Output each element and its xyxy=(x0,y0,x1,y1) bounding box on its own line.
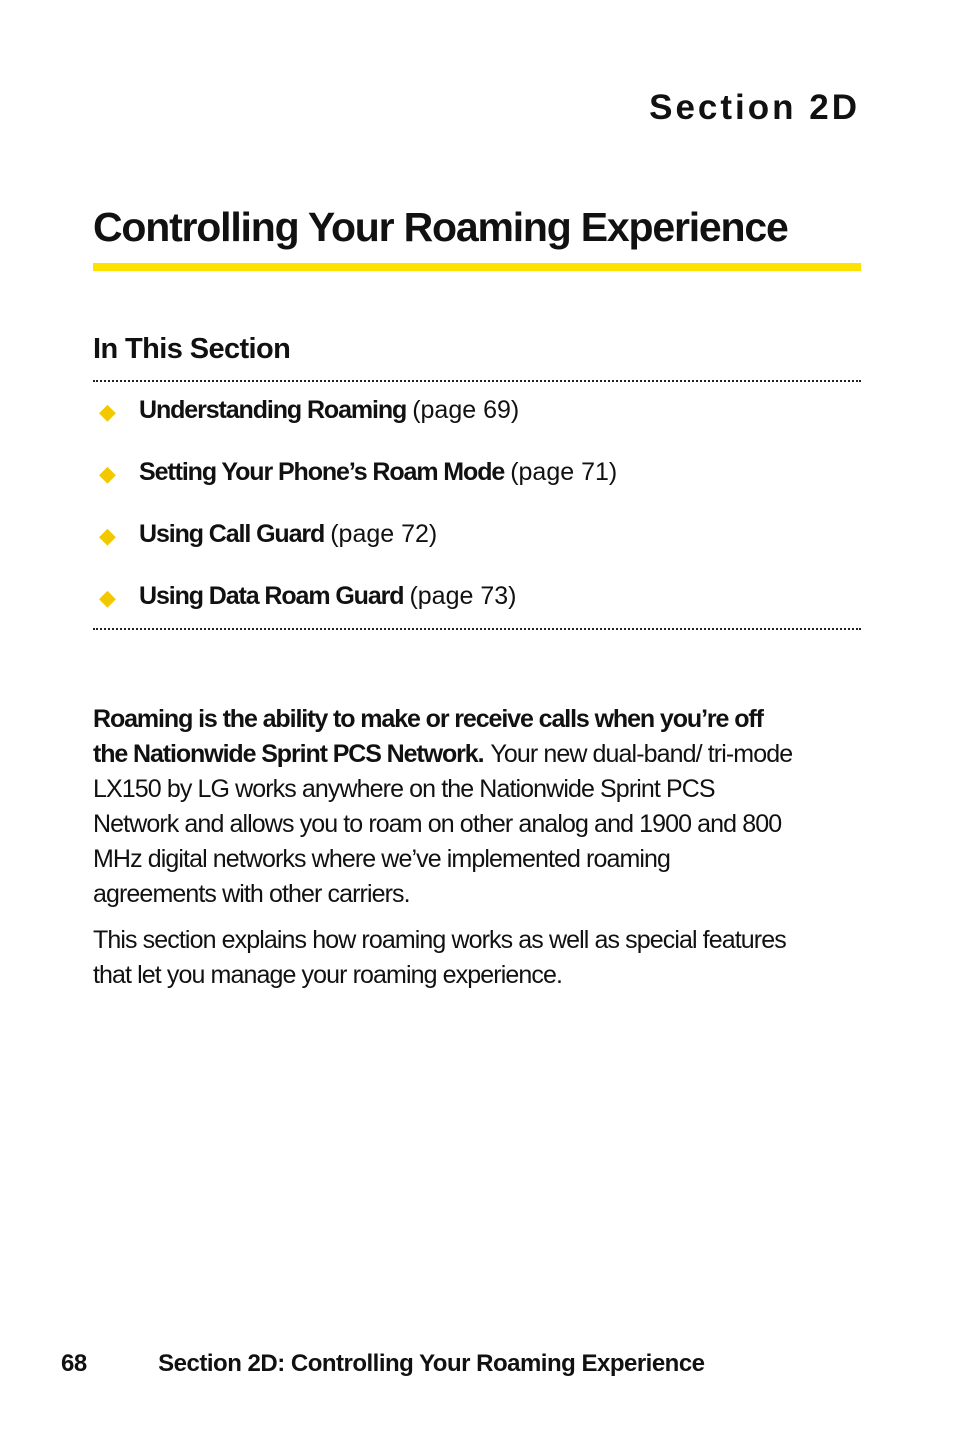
intro-body-text: Your new dual-band/ tri-mode LX150 by LG works anywhere on the Nationwide Sprint PCS Network and allows you to roam on other analog and 1900 and 800 MHz digital networks where we’ve implemented roaming agreements with other carriers. xyxy=(93,740,793,908)
page-footer xyxy=(61,1350,705,1378)
toc-item-title: Setting Your Phone’s Roam Mode xyxy=(139,458,505,486)
section-label: Section 2D xyxy=(649,88,860,127)
toc-top-divider xyxy=(93,380,861,382)
page-number: 68 xyxy=(61,1350,87,1377)
diamond-bullet-icon: ◆ xyxy=(99,523,116,548)
title-underline-rule xyxy=(93,263,861,271)
toc-item-data-roam-guard[interactable] xyxy=(93,582,861,644)
toc-heading: In This Section xyxy=(93,333,291,365)
running-title: Section 2D: Controlling Your Roaming Experience xyxy=(158,1350,705,1377)
toc-bottom-divider xyxy=(93,628,861,630)
overview-paragraph: This section explains how roaming works as well as special features that let you manage your roaming experience. xyxy=(93,926,786,989)
toc-item-page-ref: (page 72) xyxy=(330,520,438,548)
diamond-bullet-icon: ◆ xyxy=(99,399,116,424)
toc-item-page-ref: (page 69) xyxy=(412,396,520,424)
toc-item-title: Using Call Guard xyxy=(139,520,325,548)
toc-item-call-guard[interactable] xyxy=(93,520,861,582)
toc-item-understanding-roaming[interactable] xyxy=(93,396,861,458)
toc-item-roam-mode[interactable] xyxy=(93,458,861,520)
diamond-bullet-icon: ◆ xyxy=(99,461,116,486)
intro-lead-sentence: Roaming is the ability to make or receive calls when you’re off the Nationwide Sprint PCS Network. xyxy=(93,705,763,768)
toc-item-page-ref: (page 71) xyxy=(510,458,618,486)
toc-item-title: Understanding Roaming xyxy=(139,396,407,424)
toc-item-title: Using Data Roam Guard xyxy=(139,582,404,610)
body-text xyxy=(93,702,793,1004)
toc-item-page-ref: (page 73) xyxy=(409,582,517,610)
intro-paragraph xyxy=(93,702,793,912)
toc-list xyxy=(93,396,861,644)
page-title: Controlling Your Roaming Experience xyxy=(93,204,788,250)
diamond-bullet-icon: ◆ xyxy=(99,585,116,610)
